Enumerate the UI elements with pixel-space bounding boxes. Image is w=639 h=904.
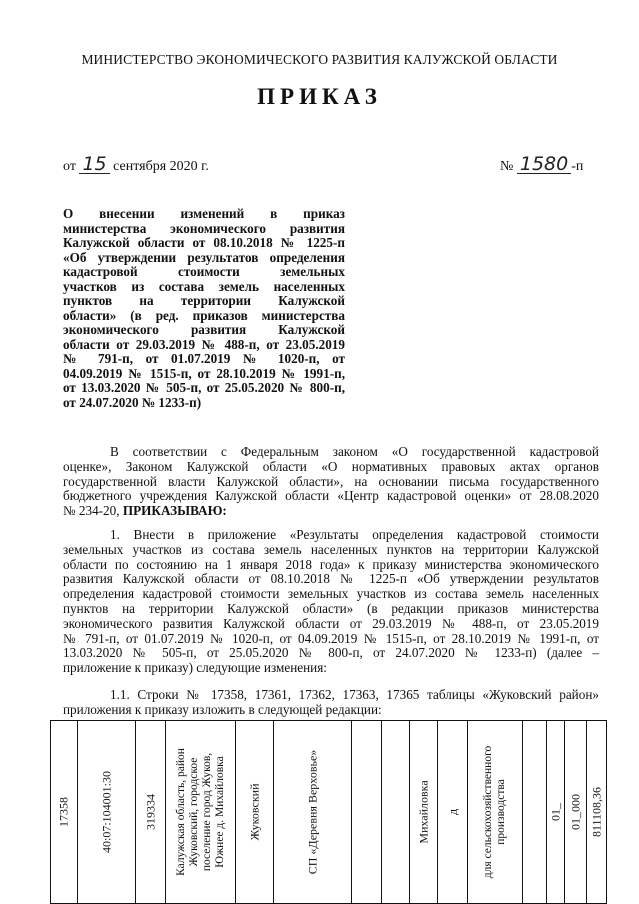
- subject-line: Калужской области от 08.10.2018 № 1225-п: [63, 235, 345, 250]
- body-line: № 791-п, от 01.07.2019 № 1020-п, от 04.09.2019 № 1515-п, от 28.10.2019 № 1991-п, от: [63, 630, 599, 646]
- cell-locality-type: д: [438, 721, 468, 904]
- subject-line: министерства экономического развития: [63, 220, 345, 236]
- body-line: оценке», Законом Калужской области «О нормативных правовых актах органов: [63, 458, 599, 474]
- cell-empty: [382, 721, 410, 904]
- subject-line: от 24.07.2020 № 1233-п): [63, 394, 202, 410]
- order-date: [63, 155, 209, 175]
- cell-empty: [523, 721, 547, 904]
- body-line: приложения к приказу изложить в следующей редакции:: [63, 701, 382, 717]
- body-line: развития Калужской области от 08.10.2018 № 1225-п «Об утверждении результатов: [63, 571, 599, 587]
- subject-line: «Об утверждении результатов определения: [63, 249, 345, 265]
- order-subject: [63, 207, 345, 410]
- number-suffix: -п: [571, 159, 584, 174]
- ministry-header: МИНИСТЕРСТВО ЭКОНОМИЧЕСКОГО РАЗВИТИЯ КАЛУЖСКОЙ ОБЛАСТИ: [81, 52, 558, 67]
- date-prefix: от: [63, 159, 76, 174]
- number-prefix: №: [500, 159, 514, 174]
- body-line: В соответствии с Федеральным законом «О государственной кадастровой: [110, 444, 599, 459]
- cell-area: 319334: [136, 721, 166, 904]
- cell-row-number: 17358: [51, 721, 78, 904]
- item-1-1-paragraph: [63, 688, 599, 718]
- body-line: 1. Внести в приложение «Результаты определения кадастровой стоимости: [110, 527, 599, 542]
- cell-subgroup-code: 01_000: [565, 721, 587, 904]
- body-line: экономического развития Калужской области от 29.03.2019 № 488-п, от 23.05.2019: [63, 615, 599, 631]
- subject-line: экономического развития Калужской: [63, 322, 345, 337]
- cell-settlement: СП «Деревня Верховье»: [274, 721, 352, 904]
- document-title: ПРИКАЗ: [257, 84, 382, 109]
- subject-line: пунктов на территории Калужской: [63, 293, 345, 308]
- body-line: 13.03.2020 № 505-п, от 25.05.2020 № 800-п, от 24.07.2020 № 1233-п) (далее –: [63, 645, 599, 661]
- cell-empty: [352, 721, 382, 904]
- body-line: области по состоянию на 1 января 2018 года» к приказу министерства экономического: [63, 556, 599, 572]
- table-row: [51, 721, 607, 904]
- cell-locality: Михайловка: [410, 721, 438, 904]
- preamble-tail: № 234-20,: [63, 503, 123, 519]
- cell-district: Жуковский: [236, 721, 274, 904]
- cell-address: Калужская область, район Жуковский, городское поселение город Жуков, Южнее д. Михайловка: [166, 721, 236, 904]
- cell-cadastral-number: 40:07:104001:30: [78, 721, 136, 904]
- subject-line: О внесении изменений в приказ: [63, 206, 345, 221]
- body-line: определения кадастровой стоимости земельных участков из состава земель населенных: [63, 586, 599, 602]
- preamble-paragraph: [63, 445, 599, 519]
- cell-land-use: для сельскохозяйственного производства: [468, 721, 523, 904]
- cadastral-value-table: [50, 720, 607, 904]
- handwritten-day: 15: [79, 155, 109, 174]
- cell-group-code: 01_: [547, 721, 565, 904]
- body-line: земельных участков из состава земель населенных пунктов на территории Калужской: [63, 541, 599, 557]
- subject-line: от 13.03.2020 № 505-п, от 25.05.2020 № 800-п,: [63, 380, 345, 395]
- body-line: [63, 504, 599, 519]
- subject-line: области от 29.03.2019 № 488-п, от 23.05.2019: [63, 336, 345, 352]
- body-line: приложение к приказу) следующие изменения:: [63, 660, 327, 676]
- subject-line: 04.09.2019 № 1515-п, от 28.10.2019 № 1991-п,: [63, 365, 345, 381]
- item-1-paragraph: [63, 528, 599, 676]
- subject-line: участков из состава земель населенных: [63, 278, 345, 294]
- body-line: пунктов на территории Калужской области» (в редакции приказов министерства: [63, 600, 599, 616]
- subject-line: кадастровой стоимости земельных: [63, 264, 345, 279]
- body-line: бюджетного учреждения Калужской области «Центр кадастровой оценки» от 28.08.2020: [63, 488, 599, 504]
- body-line: государственной власти Калужской области», на основании письма государственного: [63, 473, 599, 489]
- date-suffix: сентября 2020 г.: [113, 159, 209, 174]
- order-keyword: ПРИКАЗЫВАЮ:: [122, 503, 227, 519]
- subject-line: № 791-п, от 01.07.2019 № 1020-п, от: [63, 351, 345, 366]
- cell-cadastral-value: 811108,36: [587, 721, 607, 904]
- order-number: [500, 155, 583, 175]
- subject-line: области» (в ред. приказов министерства: [63, 307, 345, 323]
- handwritten-number: 1580: [517, 155, 571, 174]
- body-line: 1.1. Строки № 17358, 17361, 17362, 17363, 17365 таблицы «Жуковский район»: [110, 687, 599, 702]
